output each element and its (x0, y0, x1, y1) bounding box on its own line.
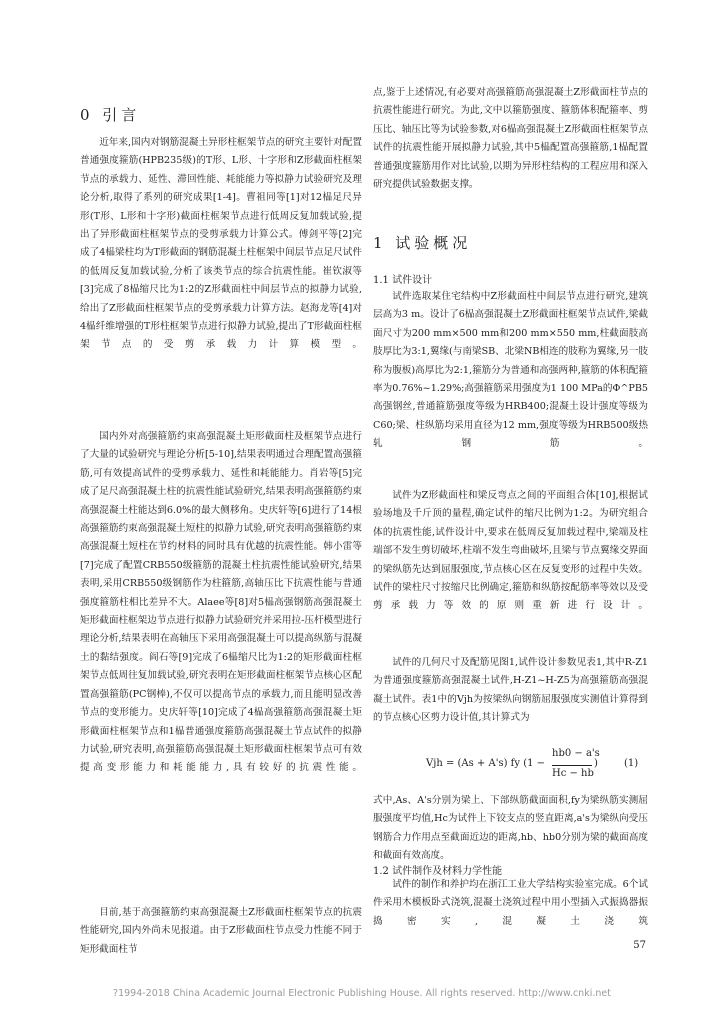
subsection-heading-specimen-design: 1.1 试件设计 (373, 275, 433, 286)
fraction-line (552, 765, 592, 766)
equation-denominator: Hc − hb (552, 768, 594, 779)
equation-close-paren: ) (594, 758, 598, 769)
intro-paragraph-2: 国内外对高强箍筋约束高强混凝土矩形截面柱及框架节点进行了大量的试验研究与理论分析[5-10],结果表明通过合理配置高强箍筋,可有效提高试件的受剪承载力、延性和耗能能力。肖岩等[5]完成了足尺高强混凝土柱的抗震性能试验研究,结果表明高强箍筋约束高强混凝土柱能达到6.0%的最大侧移角。史庆轩等[6]进行了14根高强箍筋约束高强混凝土短柱的拟静力试验,研究表明高强箍筋约束高强混凝土短柱在节约材料的同时具有优越的抗震性能。韩小雷等[7]完成了配置CRB550级箍筋的混凝土柱抗震性能试验研究,结果表明,采用CRB550级钢筋作为柱箍筋,高轴压比下抗震性能与普通强度箍筋柱相比差异不大。Alaee等[8]对5榀高强钢筋高强混凝土矩形截面柱框架边节点进行拟静力试验研究并采用拉-压杆模型进行理论分析,结果表明在高轴压下采用高强混凝土可以提高纵筋与混凝土的黏结强度。阎石等[9]完成了6榀缩尺比为1:2的矩形截面柱框架节点低周往复加载试验,研究表明在矩形截面柱框架节点核心区配置高强箍筋(PC钢棒),不仅可以提高节点的承载力,而且能明显改善节点的变形能力。史庆轩等[10]完成了4榀高强箍筋高强混凝土矩形截面柱框架节点和1榀普通强度箍筋高强混凝土节点试件的拟静力试验,研究表明,高强箍筋高强混凝土矩形截面柱框架节点可有效提高变形能力和耗能能力,具有较好的抗震性能。 (80, 431, 362, 774)
equation-explanation-paragraph: 式中,As、A's分别为梁上、下部纵筋截面面积,fy为梁纵筋实测屈服强度平均值,Hc为试件上下铰支点的竖直距离,a's为梁纵向受压钢筋合力作用点至截面近边的距离,hb、hb0分别为梁的截面高度和截面有效高度。 (373, 795, 648, 862)
intro-paragraph-continued: 点,鉴于上述情况,有必要对高强箍筋高强混凝土Z形截面柱节点的抗震性能进行研究。为此,文中以箍筋强度、箍筋体积配箍率、剪压比、轴压比等为试验参数,对6榀高强混凝土Z形截面柱框架节点试件的抗震性能开展拟静力试验,其中5榀配置高强箍筋,1榀配置普通强度箍筋用作对比试验,以期为异形柱结构的工程应用和深入研究提供试验数据支撑。 (373, 87, 648, 191)
copyright-footer: ?1994-2018 China Academic Journal Electronic Publishing House. All rights reserved. http://www.cnki.net (113, 988, 611, 999)
intro-paragraph-1: 近年来,国内对钢筋混凝土异形柱框架节点的研究主要针对配置普通强度箍筋(HPB235级)的T形、L形、十字形和Z形截面柱框架节点的承载力、延性、滞回性能、耗能能力等拟静力试验研究及理论分析,取得了系列的研究成果[1-4]。曹祖同等[1]对12榀足尺异形(T形、L形和十字形)截面柱框架节点进行低周反复加载试验,提出了异形截面柱框架节点的受剪承载力计算公式。傅剑平等[2]完成了4榀梁柱均为T形截面的钢筋混凝土柱框架中间层节点足尺试件的低周反复加载试验,分析了该类节点的综合抗震性能。崔钦淑等[3]完成了8榀缩尺比为1:2的Z形截面柱中间层节点的拟静力试验,给出了Z形截面柱框架节点的受剪承载力计算方法。赵海龙等[4]对4榀纤维增强的T形柱框架节点进行拟静力试验,提出了T形截面柱框架节点的受剪承载力计算模型。 (80, 137, 362, 351)
equation-1 (426, 748, 648, 788)
intro-paragraph-3: 目前,基于高强箍筋约束高强混凝土Z形截面柱框架节点的抗震性能研究,国内外尚未见报道。由于Z形截面柱节点受力性能不同于矩形截面柱节 (80, 907, 362, 955)
subsection-heading-fabrication: 1.2 试件制作及材料力学性能 (373, 866, 503, 877)
section-heading-test-overview: 1 试验概况 (373, 234, 472, 252)
equation-numerator: hb0 − a's (552, 748, 600, 759)
section-heading-introduction: 0 引言 (80, 106, 141, 124)
specimen-design-paragraph-1: 试件选取某住宅结构中Z形截面柱中间层节点进行研究,建筑层高为3 m。设计了6榀高强混凝土Z形截面柱框架节点试件,梁截面尺寸为200 mm×500 mm和200 mm×550 mm,柱截面肢高肢厚比为3:1,翼缘(与南梁SB、北梁NB相连的肢称为翼缘,另一肢称为腹板)高厚比为2:1,箍筋分为普通和高强两种,箍筋的体积配箍率为0.76%~1.29%;高强箍筋采用强度为1 100 MPa的Φ^PB5高强钢丝,普通箍筋强度等级为HRB400;混凝土设计强度等级为C60;梁、柱纵筋均采用直径为12 mm,强度等级为HRB500级热轧钢筋。 (373, 291, 649, 450)
specimen-design-paragraph-3: 试件的几何尺寸及配筋见图1,试件设计参数见表1,其中R-Z1为普通强度箍筋高强混凝土试件,H-Z1~H-Z5为高强箍筋高强混凝土试件。表1中的Vjh为按梁纵向钢筋屈服强度实测值计算得到的节点核心区剪力设计值,其计算式为 (373, 657, 648, 724)
specimen-design-paragraph-2: 试件为Z形截面柱和梁反弯点之间的平面组合体[10],根据试验场地及千斤顶的量程,确定试件的缩尺比例为1:2。为研究组合体的抗震性能,试件设计中,要求在低周反复加载过程中,梁端及柱端部不发生剪切破坏,柱端不发生弯曲破坏,且梁与节点翼缘交界面的梁纵筋先达到屈服强度,节点核心区在反复变形的过程中失效。试件的梁柱尺寸按缩尺比例确定,箍筋和纵筋按配筋率等效以及受剪承载力等效的原则重新进行设计。 (373, 490, 648, 612)
equation-lhs: Vjh = (As + A's) fy (1 − (426, 758, 546, 769)
equation-number: (1) (624, 758, 639, 769)
fabrication-paragraph-1: 试件的制作和养护均在浙江工业大学结构实验室完成。6个试件采用木模板卧式浇筑,混凝土浇筑过程中用小型插入式振捣器振捣密实,混凝土浇筑 (373, 879, 648, 927)
page-number: 57 (633, 940, 646, 951)
